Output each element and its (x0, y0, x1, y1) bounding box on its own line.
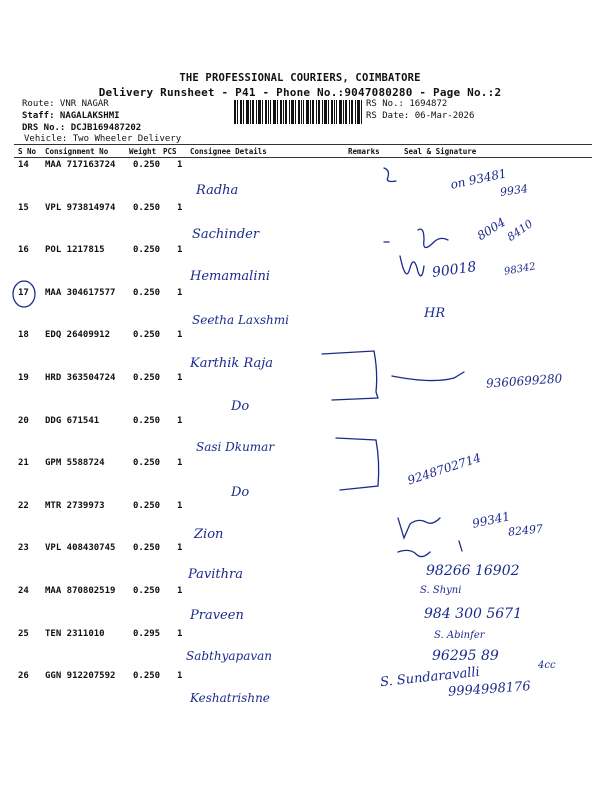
handwritten-name: Do (231, 485, 250, 500)
row-pcs: 1 (177, 288, 183, 298)
vehicle-label: Vehicle: Two Wheeler Delivery (24, 134, 182, 144)
row-pcs: 1 (177, 671, 183, 681)
handwritten-note: 9248702714 (405, 450, 483, 488)
row-sno: 19 (18, 373, 29, 383)
col-header-weight: Weight (129, 147, 157, 156)
row-consignment-no: HRD 363504724 (45, 373, 116, 383)
row-sno: 24 (18, 586, 29, 596)
row-sno: 18 (18, 330, 29, 340)
row-sno: 23 (18, 543, 29, 553)
header-bottom-rule (14, 157, 592, 158)
handwritten-signature: S. Sundaravalli (379, 664, 481, 691)
row-consignment-no: VPL 973814974 (45, 203, 116, 213)
row-weight: 0.250 (133, 203, 161, 213)
col-header-pcs: PCS (163, 147, 177, 156)
row-consignment-no: MAA 717163724 (45, 160, 116, 170)
row-consignment-no: POL 1217815 (45, 245, 105, 255)
row-consignment-no: GPM 5588724 (45, 458, 105, 468)
row-sno: 26 (18, 671, 29, 681)
route-label: Route: VNR NAGAR (22, 99, 109, 109)
col-header-remarks: Remarks (348, 147, 380, 156)
handwritten-note: on 93481 (449, 166, 508, 192)
handwritten-name: Zion (194, 527, 224, 542)
row-weight: 0.250 (133, 586, 161, 596)
handwritten-note: S. Abinfer (434, 630, 485, 641)
handwritten-note: 4cc (538, 660, 556, 671)
rs-number: RS No.: 1694872 (366, 99, 448, 109)
handwritten-note: 96295 89 (432, 648, 499, 664)
runsheet-subtitle: Delivery Runsheet - P41 - Phone No.:9047080280 - Page No.:2 (98, 86, 502, 99)
handwritten-name: Sasi Dkumar (196, 440, 275, 454)
handwritten-note: 9994998176 (447, 679, 532, 700)
handwritten-name: Sabthyapavan (186, 649, 273, 663)
row-consignment-no: MTR 2739973 (45, 501, 105, 511)
row-pcs: 1 (177, 586, 183, 596)
row-weight: 0.250 (133, 543, 161, 553)
row-pcs: 1 (177, 629, 183, 639)
handwritten-note: 98342 (503, 261, 537, 278)
handwritten-note: 8410 (504, 217, 536, 244)
row-sno: 21 (18, 458, 29, 468)
handwritten-name: Do (231, 399, 250, 414)
rs-date: RS Date: 06-Mar-2026 (366, 111, 475, 121)
handwritten-name: Seetha Laxshmi (192, 313, 289, 327)
row-sno: 25 (18, 629, 29, 639)
row-pcs: 1 (177, 543, 183, 553)
row-weight: 0.250 (133, 671, 161, 681)
row-sno: 15 (18, 203, 29, 213)
row-pcs: 1 (177, 416, 183, 426)
handwritten-note: 90018 (431, 258, 478, 282)
col-header-sno: S No (18, 147, 37, 156)
handwritten-note: 98266 16902 (426, 563, 520, 579)
handwritten-note: 8004 (474, 214, 508, 244)
row-consignment-no: GGN 912207592 (45, 671, 116, 681)
handwritten-name: Hemamalini (190, 269, 271, 284)
row-weight: 0.250 (133, 373, 161, 383)
handwritten-note: 99341 (470, 509, 512, 531)
row-pcs: 1 (177, 160, 183, 170)
barcode-image (234, 100, 362, 124)
row-pcs: 1 (177, 203, 183, 213)
row-sno: 14 (18, 160, 29, 170)
staff-label: Staff: NAGALAKSHMI (22, 111, 120, 121)
col-header-consignment: Consignment No (45, 147, 109, 156)
row-weight: 0.250 (133, 330, 161, 340)
row-weight: 0.295 (133, 629, 161, 639)
col-header-seal: Seal & Signature (404, 147, 477, 156)
row-consignment-no: VPL 408430745 (45, 543, 116, 553)
header-top-rule (14, 144, 592, 145)
row-consignment-no: MAA 870802519 (45, 586, 116, 596)
handwritten-note: 984 300 5671 (424, 606, 522, 622)
row-sno: 22 (18, 501, 29, 511)
drs-label: DRS No.: DCJB169487202 (22, 123, 142, 133)
row-consignment-no: TEN 2311010 (45, 629, 105, 639)
row-weight: 0.250 (133, 288, 161, 298)
row-weight: 0.250 (133, 501, 161, 511)
row-weight: 0.250 (133, 416, 161, 426)
row-weight: 0.250 (133, 245, 161, 255)
handwritten-note: 9360699280 (485, 371, 563, 391)
row-consignment-no: DDG 671541 (45, 416, 100, 426)
handwritten-name: Praveen (190, 608, 244, 623)
row-sno: 16 (18, 245, 29, 255)
row-consignment-no: EDQ 26409912 (45, 330, 111, 340)
handwritten-name: Radha (196, 183, 239, 198)
row-weight: 0.250 (133, 458, 161, 468)
handwritten-name: Pavithra (188, 567, 243, 582)
col-header-consignee: Consignee Details (190, 147, 267, 156)
row-weight: 0.250 (133, 160, 161, 170)
row-pcs: 1 (177, 245, 183, 255)
row-pcs: 1 (177, 501, 183, 511)
handwritten-note: HR (424, 306, 446, 321)
handwritten-note: S. Shyni (420, 585, 462, 596)
row-sno: 20 (18, 416, 29, 426)
row-pcs: 1 (177, 373, 183, 383)
row-consignment-no: MAA 304617577 (45, 288, 116, 298)
handwritten-name: Keshatrishne (190, 691, 270, 705)
row-sno: 17 (18, 288, 29, 298)
row-pcs: 1 (177, 330, 183, 340)
row-pcs: 1 (177, 458, 183, 468)
handwritten-name: Sachinder (192, 227, 260, 242)
handwritten-note: 82497 (507, 522, 544, 539)
handwritten-note: 9934 (499, 182, 529, 199)
handwritten-name: Karthik Raja (190, 356, 274, 371)
company-title: THE PROFESSIONAL COURIERS, COIMBATORE (179, 72, 421, 84)
